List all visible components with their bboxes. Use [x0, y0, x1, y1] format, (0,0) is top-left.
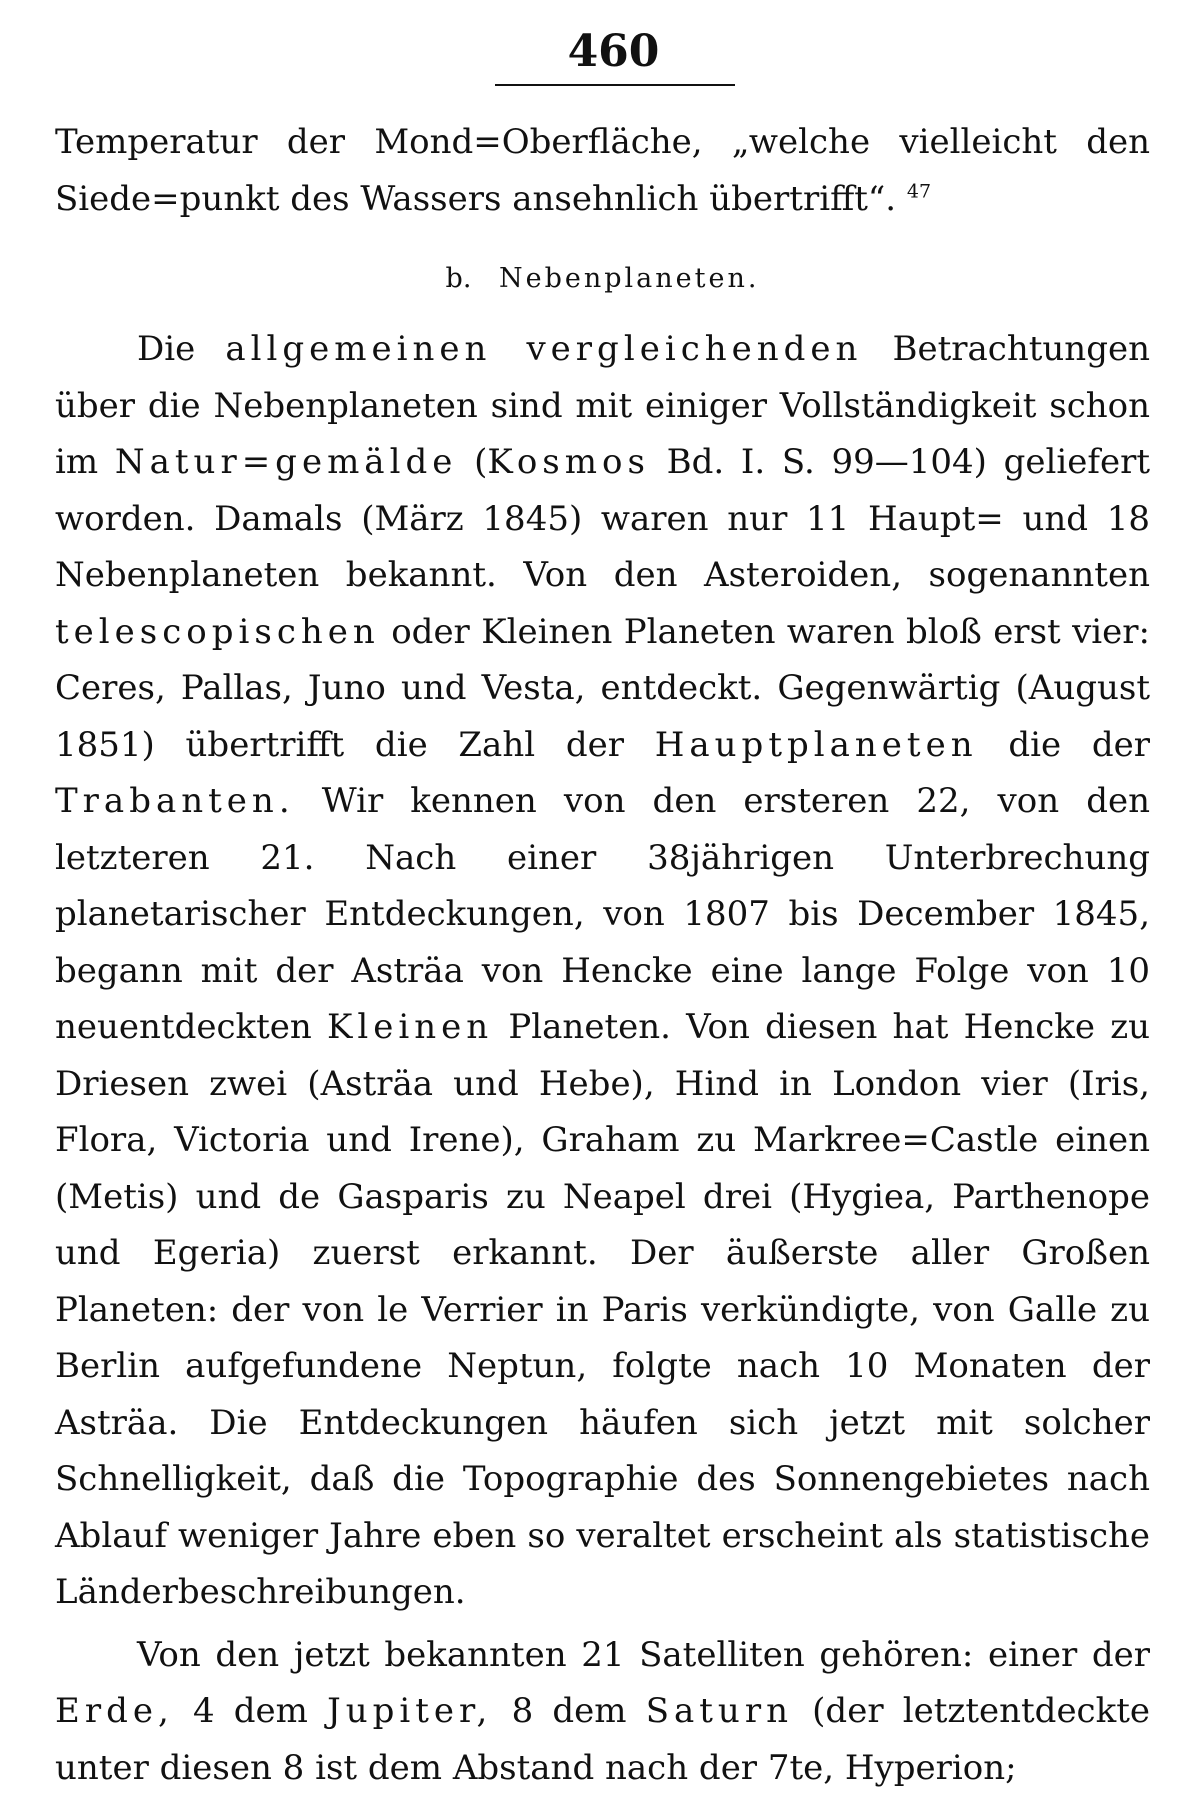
- page-number: 460: [77, 22, 1150, 82]
- paragraph-2-emphasis-3: Kosmos: [487, 442, 650, 482]
- paragraph-3-part-1: Von den jetzt bekannten 21 Satelliten gehören: einer der: [137, 1635, 1150, 1675]
- paragraph-3-emphasis-1: Erde,: [55, 1691, 174, 1731]
- paragraph-2-emphasis-4: telescopischen: [55, 612, 380, 652]
- paragraph-1-text: Temperatur der Mond=Oberfläche, „welche vielleicht den Siede=punkt des Wassers ansehnlich übertrifft“.: [55, 122, 1150, 219]
- paragraph-2-part-2: Betrachtungen über die Nebenplaneten sind mit einiger Vollständigkeit schon im: [55, 329, 1150, 482]
- paragraph-2-emphasis-1: allgemeinen vergleichenden: [225, 329, 862, 369]
- paragraph-2-part-6: die der: [1008, 725, 1150, 765]
- paragraph-2-emphasis-7: Kleinen: [327, 1007, 493, 1047]
- paragraph-2-emphasis-2: Natur=gemälde: [115, 442, 457, 482]
- footnote-ref: 47: [907, 180, 931, 202]
- paragraph-2-emphasis-6: Trabanten.: [55, 781, 295, 821]
- paragraph-2-part-8: Planeten. Von diesen hat Hencke zu Driesen zwei (Asträa und Hebe), Hind in London vier (Iris, Flora, Victoria und Irene), Graham zu Markree=Castle einen (Metis) und de Gasparis zu Neapel drei (Hygiea, Parthenope und Egeria) zuerst erkannt. Der äußerste aller Großen Planeten: der von le Verrier in Paris verkündigte, von Galle zu Berlin aufgefundene Neptun, folgte nach 10 Monaten der Asträa. Die Entdeckungen häufen sich jetzt mit solcher Schnelligkeit, daß die Topographie des Sonnengebietes nach Ablauf weniger Jahre eben so veraltet erscheint als statistische Länderbeschreibungen.: [55, 1007, 1150, 1612]
- paragraph-2-emphasis-5: Hauptplaneten: [655, 725, 978, 765]
- section-title: Nebenplaneten.: [499, 263, 759, 294]
- paragraph-2-part-1: Die: [137, 329, 195, 369]
- section-letter: b.: [446, 263, 472, 294]
- section-heading: [55, 259, 1150, 299]
- paragraph-2-part-5: oder Kleinen Planeten waren bloß erst vier: Ceres, Pallas, Juno und Vesta, entdeckt. Gegenwärtig (August 1851) übertrifft die Zahl der: [55, 612, 1150, 765]
- paragraph-2-part-3: (: [474, 442, 487, 482]
- paragraph-3-emphasis-2: Jupiter,: [327, 1691, 492, 1731]
- paragraph-3-emphasis-3: Saturn: [646, 1691, 793, 1731]
- header-rule: [495, 84, 735, 86]
- paragraph-1: [55, 114, 1150, 227]
- paragraph-3-part-4: (der letztentdeckte unter diesen 8 ist dem Abstand nach der 7te, Hyperion;: [55, 1691, 1150, 1788]
- paragraph-2-part-4: Bd. I. S. 99—104) geliefert worden. Damals (März 1845) waren nur 11 Haupt= und 18 Nebenplaneten bekannt. Von den Asteroiden, sogenannten: [55, 442, 1150, 595]
- paragraph-2-part-7: Wir kennen von den ersteren 22, von den letzteren 21. Nach einer 38jährigen Unterbrechung planetarischer Entdeckungen, von 1807 bis December 1845, begann mit der Asträa von Hencke eine lange Folge von 10 neuentdeckten: [55, 781, 1150, 1047]
- paragraph-2: [55, 321, 1150, 1621]
- paragraph-3-part-2: 4 dem: [193, 1691, 308, 1731]
- paragraph-3-part-3: 8 dem: [512, 1691, 627, 1731]
- paragraph-3: [55, 1627, 1150, 1796]
